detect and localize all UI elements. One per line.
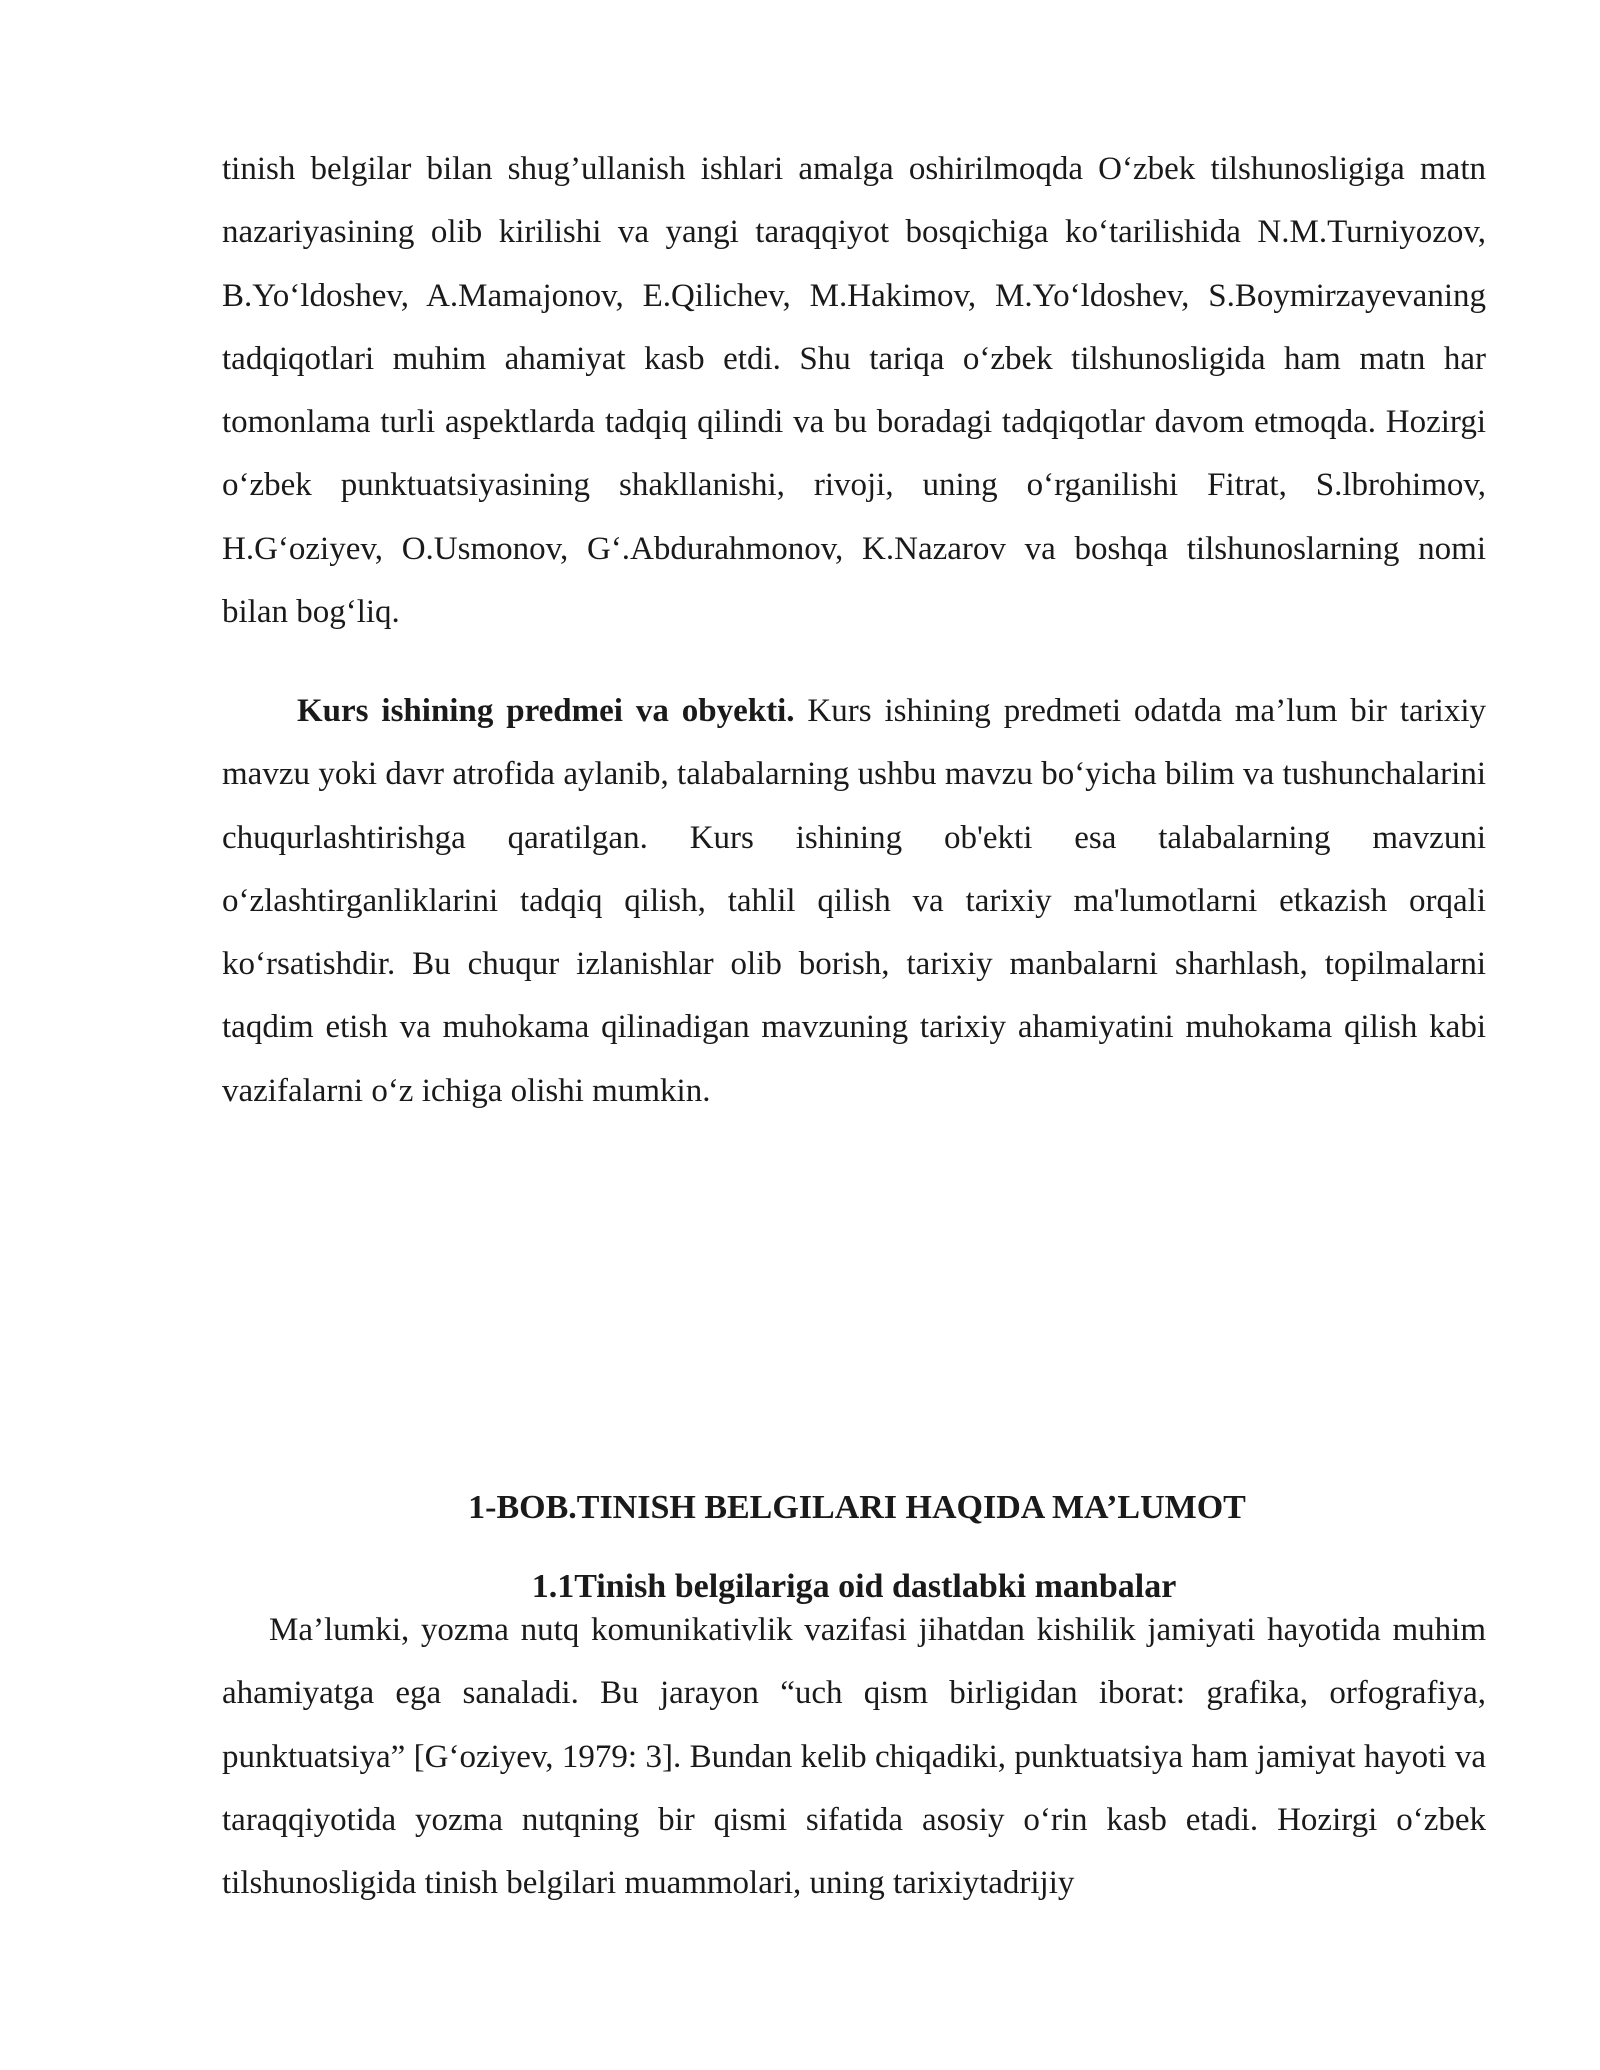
- section-heading: 1.1Tinish belgilariga oid dastlabki manbalar: [531, 1568, 1177, 1605]
- chapter-heading: 1-BOB.TINISH BELGILARI HAQIDA MA’LUMOT: [468, 1489, 1246, 1526]
- paragraph-intro: tinish belgilar bilan shug’ullanish ishlari amalga oshirilmoqda O‘zbek tilshunosligiga matn nazariyasining olib kirilishi va yangi taraqqiyot bosqichiga ko‘tarilishida N.M.Turniyozov, B.Yo‘ldoshev, A.Mamajonov, E.Qilichev, M.Hakimov, M.Yo‘ldoshev, S.Boymirzayevaning tadqiqotlari muhim ahamiyat kasb etdi. Shu tariqa o‘zbek tilshunosligida ham matn har tomonlama turli aspektlarda tadqiq qilindi va bu boradagi tadqiqotlar davom etmoqda. Hozirgi o‘zbek punktuatsiyasining shakllanishi, rivoji, uning o‘rganilishi Fitrat, S.lbrohimov, H.G‘oziyev, O.Usmonov, G‘.Abdurahmonov, K.Nazarov va boshqa tilshunoslarning nomi bilan bog‘liq.: [222, 151, 1486, 631]
- paragraph-section-body: Ma’lumki, yozma nutq komunikativlik vazifasi jihatdan kishilik jamiyati hayotida muhim ahamiyatga ega sanaladi. Bu jarayon “uch qism birligidan iborat: grafika, orfografiya, punktuatsiya” [G‘oziyev, 1979: 3]. Bundan kelib chiqadiki, punktuatsiya ham jamiyat hayoti va taraqqiyotida yozma nutqning bir qismi sifatida asosiy o‘rin kasb etadi. Hozirgi o‘zbek tilshunosligida tinish belgilari muammolari, uning tarixiytadrijiy: [222, 1612, 1486, 1902]
- paragraph-lead-heading: Kurs ishining predmei va obyekti.: [297, 693, 795, 729]
- paragraph-body: Kurs ishining predmeti odatda ma’lum bir tarixiy mavzu yoki davr atrofida aylanib, talabalarning ushbu mavzu bo‘yicha bilim va tushunchalarini chuqurlashtirishga qaratilgan. Kurs ishining ob'ekti esa talabalarning mavzuni o‘zlashtirganliklarini tadqiq qilish, tahlil qilish va tarixiy ma'lumotlarni etkazish orqali ko‘rsatishdir. Bu chuqur izlanishlar olib borish, tarixiy manbalarni sharhlash, topilmalarni taqdim etish va muhokama qilinadigan mavzuning tarixiy ahamiyatini muhokama qilish kabi vazifalarni o‘z ichiga olishi mumkin.: [222, 693, 1487, 1109]
- paragraph-subject-object: [222, 680, 1486, 1123]
